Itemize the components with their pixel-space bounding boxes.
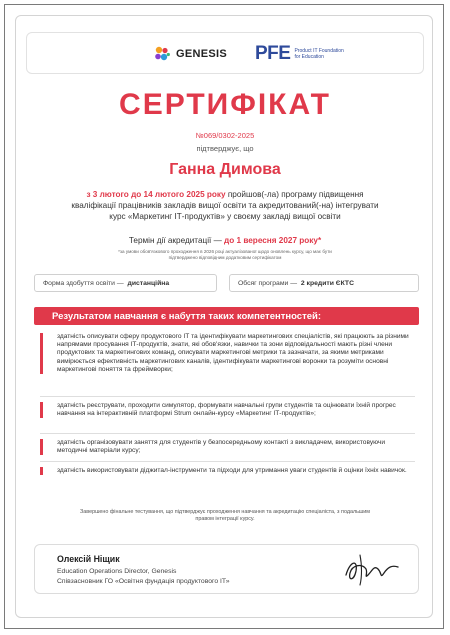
program-volume-value: 2 кредити ЄКТС [300, 279, 354, 287]
certificate-body [60, 189, 390, 222]
body-line-3: курс «Маркетинг ІТ-продуктів» у своєму закладі вищої освіти [109, 212, 341, 221]
signature-block [34, 544, 419, 594]
program-volume-label: Обсяг програми — [238, 279, 297, 287]
final-note: Завершено фінальне тестування, що підтверджує проходження навчання та акредитацію спеціаліста, з подальшим правом інтеграції курсу. [80, 509, 370, 522]
competency-divider [40, 396, 415, 397]
signatory-organization: Співзасновник ГО «Освітня фундація продуктового ІТ» [57, 578, 230, 585]
pfe-logo [255, 41, 346, 67]
study-form-box [34, 274, 217, 292]
certificate-title: СЕРТИФІКАТ [119, 88, 331, 121]
confirms-text: підтверджує, що [196, 144, 254, 153]
signatory-role: Education Operations Director, Genesis [57, 568, 177, 575]
genesis-logo-text: GENESIS [176, 48, 228, 60]
program-volume-box [229, 274, 419, 292]
accreditation-term [0, 236, 450, 245]
signatory-name: Олексій Ніщик [57, 554, 120, 564]
genesis-logo [152, 42, 227, 66]
pfe-logo-subtitle: Product IT Foundation for Education [294, 48, 344, 60]
recipient-name: Ганна Димова [169, 161, 281, 178]
competency-divider [40, 433, 415, 434]
competency-divider [40, 461, 415, 462]
logos-bar [26, 32, 424, 74]
accreditation-label: Термін дії акредитації — [128, 236, 225, 245]
program-dates: з 3 лютого до 14 лютого 2025 року [86, 190, 226, 199]
competency-item: здатність описувати сферу продуктового ІТ та ідентифікувати маркетингових спеціалістів, які працюють за різними напрямами просування ІТ-продуктів, знати, які обов'язки, навички та зони відповідальності мають різні члени продуктових та маркетингових команд, описувати маркетингові метрики та зазначати, за якими метриками вимірюється ефективність маркетингових каналів, ідентифікувати маркетингові воронки та розуміти основні маркетингові поняття та фреймворки; [40, 333, 415, 374]
certificate-number: №069/0302-2025 [195, 131, 255, 140]
competency-item: здатність реєструвати, проходити симулятор, формувати навчальні групи студентів та оцінювати їхній прогрес навчання на інтерактивній платформі Strum онлайн-курсу «Маркетинг ІТ-продуктів»; [40, 402, 415, 418]
competency-item: здатність використовувати діджитал-інструменти та підходи для утримання уваги студентів й оцінки їхніх навичок. [40, 467, 415, 475]
study-form-label: Форма здобуття освіти — [43, 279, 124, 287]
study-form-value: дистанційна [127, 279, 170, 287]
accreditation-until: до 1 вересня 2027 року* [224, 236, 322, 245]
accreditation-footnote: *за умови обов'язкового проходження в 2026 році актуалізованої щодо оновлень курсу, що має бути підтверджено відповідним додатковим сертифікатом [118, 249, 332, 260]
handwritten-signature [340, 551, 402, 589]
pfe-logo-text: PFE [255, 43, 291, 64]
body-line-2: кваліфікації працівників закладів вищої освіти та акредитований(-на) інтегрувати [71, 201, 379, 210]
genesis-logo-icon [152, 44, 172, 64]
body-line-1: пройшов(-ла) програму підвищення [225, 190, 364, 199]
competencies-banner: Результатом навчання є набуття таких компетентностей: [34, 307, 419, 325]
competency-item: здатність організовувати заняття для студентів у безпосередньому контакті з викладачем, використовуючи методичні матеріали курсу; [40, 439, 415, 455]
